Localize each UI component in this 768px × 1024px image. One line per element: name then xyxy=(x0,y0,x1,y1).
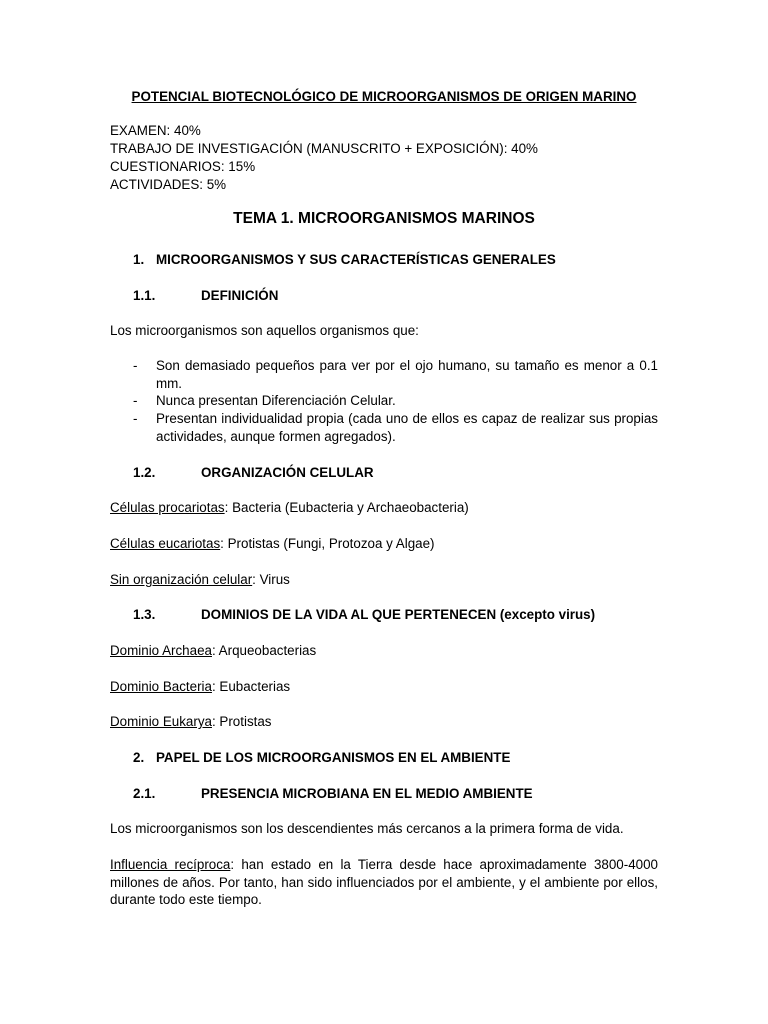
definition-intro: Los microorganismos son aquellos organismos que: xyxy=(110,323,419,338)
bullet-dash: - xyxy=(133,411,138,426)
org-label: Sin organización celular xyxy=(110,572,253,587)
domain-label: Dominio Archaea xyxy=(110,643,212,658)
domain-label: Dominio Eukarya xyxy=(110,714,212,729)
section-title: PRESENCIA MICROBIANA EN EL MEDIO AMBIENTE xyxy=(201,786,533,801)
grading-item: TRABAJO DE INVESTIGACIÓN (MANUSCRITO + EXPOSICIÓN): 40% xyxy=(110,141,538,156)
section-number: 1.1. xyxy=(133,288,156,303)
bullet-text: Nunca presentan Diferenciación Celular. xyxy=(156,393,396,408)
grading-item: CUESTIONARIOS: 15% xyxy=(110,159,256,174)
domain-line xyxy=(110,713,272,731)
domain-value: : Arqueobacterias xyxy=(211,643,317,658)
org-label: Células procariotas xyxy=(110,500,225,515)
bullet-dash: - xyxy=(133,393,138,408)
domain-label: Dominio Bacteria xyxy=(110,679,212,694)
grading-item: EXAMEN: 40% xyxy=(110,123,201,138)
section-number: 1. xyxy=(133,252,145,267)
paragraph: Los microorganismos son los descendientes más cercanos a la primera forma de vida. xyxy=(110,821,624,836)
domain-value: : Protistas xyxy=(211,714,272,729)
section-title: DOMINIOS DE LA VIDA AL QUE PERTENECEN (excepto virus) xyxy=(201,607,596,622)
org-line xyxy=(110,535,435,553)
paragraph-text: : han estado en la Tierra desde hace aproximadamente 3800-4000 millones de años. Por tanto, han sido influenciados por el ambiente, y el ambiente por ellos, durante todo este tiempo. xyxy=(110,857,658,907)
section-title: DEFINICIÓN xyxy=(201,288,279,303)
paragraph-label: Influencia recíproca xyxy=(110,857,231,872)
org-value: : Bacteria (Eubacteria y Archaeobacteria) xyxy=(224,500,469,515)
section-title: MICROORGANISMOS Y SUS CARACTERÍSTICAS GENERALES xyxy=(156,252,556,267)
org-line xyxy=(110,499,469,517)
grading-item: ACTIVIDADES: 5% xyxy=(110,177,227,192)
section-title: ORGANIZACIÓN CELULAR xyxy=(201,465,374,480)
org-value: : Virus xyxy=(252,572,290,587)
section-number: 2.1. xyxy=(133,786,156,801)
section-title: PAPEL DE LOS MICROORGANISMOS EN EL AMBIENTE xyxy=(156,750,511,765)
section-number: 1.2. xyxy=(133,465,156,480)
bullet-text: Son demasiado pequeños para ver por el ojo humano, su tamaño es menor a 0.1 mm. xyxy=(156,358,658,391)
org-label: Células eucariotas xyxy=(110,536,221,551)
domain-line xyxy=(110,642,316,660)
paragraph xyxy=(110,856,658,909)
tema-heading: TEMA 1. MICROORGANISMOS MARINOS xyxy=(233,210,535,227)
section-number: 2. xyxy=(133,750,145,765)
org-line xyxy=(110,571,290,589)
org-value: : Protistas (Fungi, Protozoa y Algae) xyxy=(220,536,435,551)
domain-line xyxy=(110,678,290,696)
bullet-dash: - xyxy=(133,358,138,373)
section-number: 1.3. xyxy=(133,607,156,622)
domain-value: : Eubacterias xyxy=(211,679,291,694)
document-title: POTENCIAL BIOTECNOLÓGICO DE MICROORGANISMOS DE ORIGEN MARINO xyxy=(131,89,637,104)
bullet-text: Presentan individualidad propia (cada uno de ellos es capaz de realizar sus propias actividades, aunque formen agregados). xyxy=(156,411,658,444)
